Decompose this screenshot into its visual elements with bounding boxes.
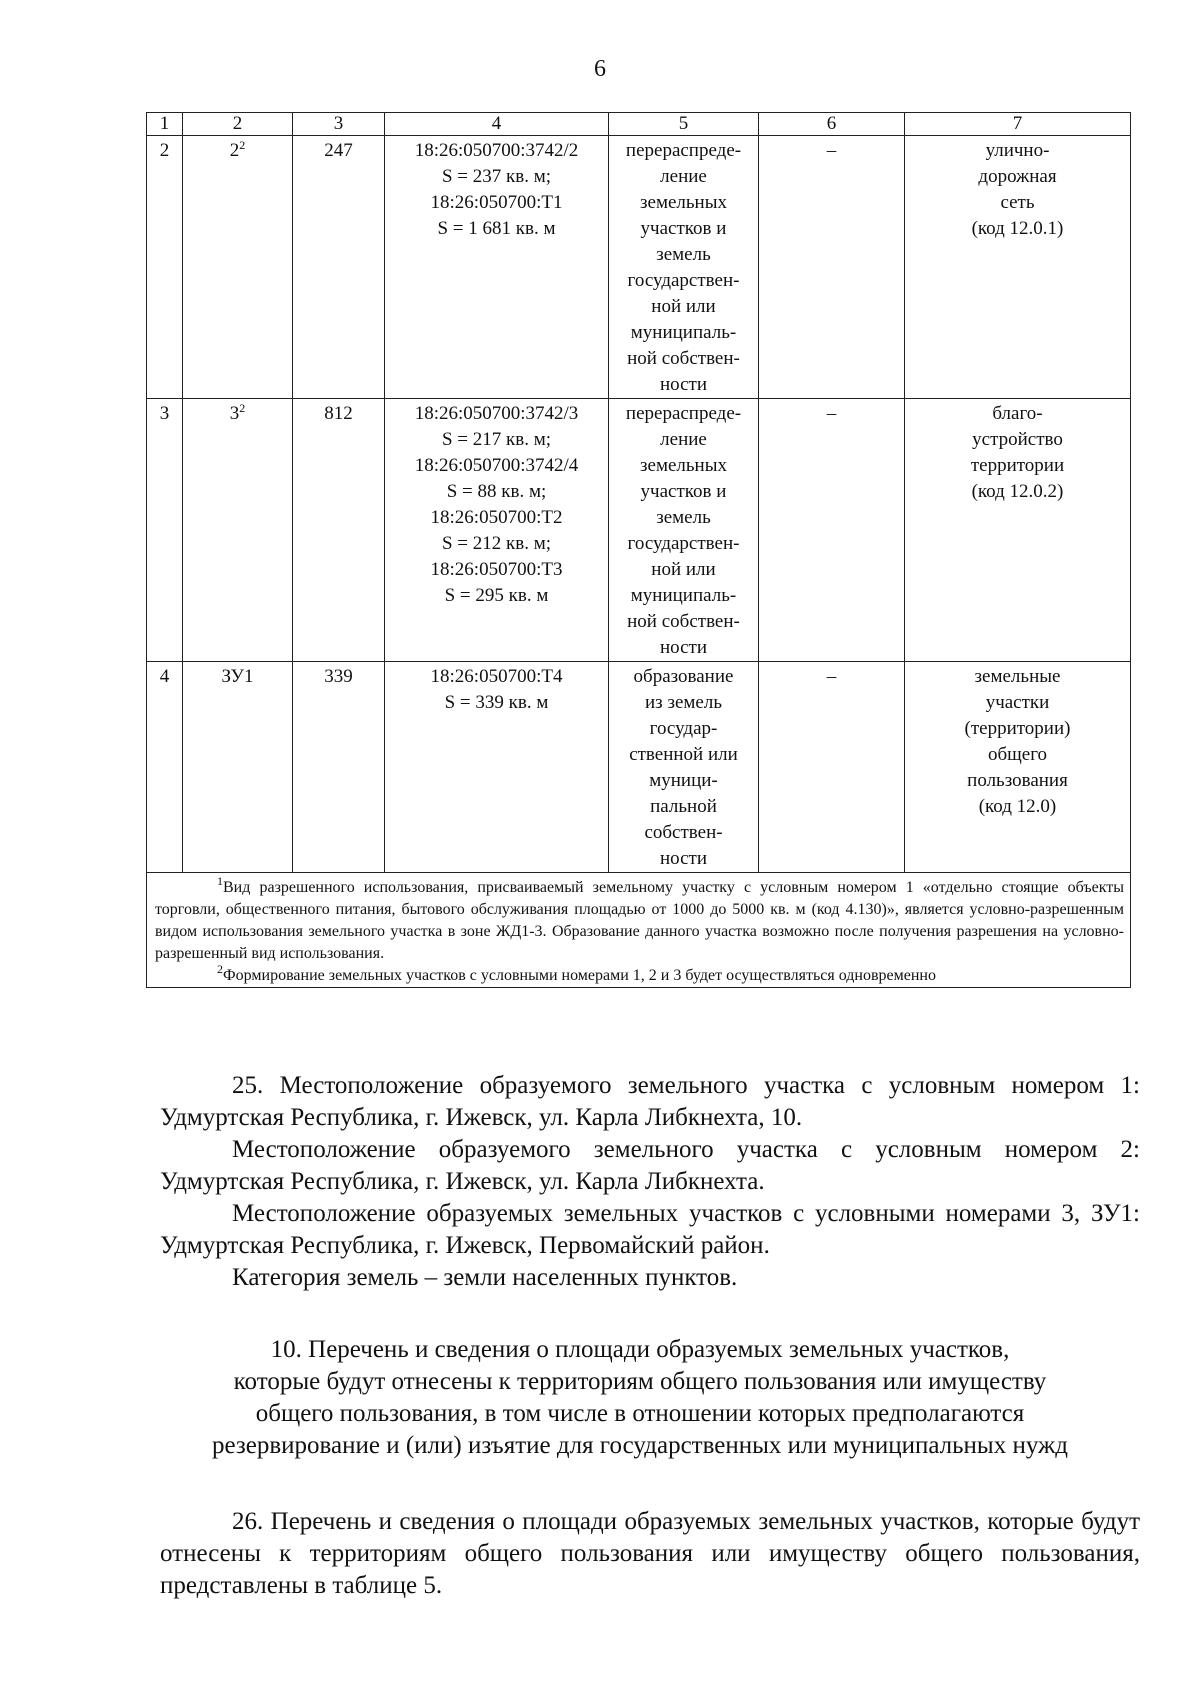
footnote-ref: 2 bbox=[239, 401, 246, 415]
formation-method-cell: перераспреде- ление земельных участков и земель государствен- ной или муниципаль- ной собствен- ности bbox=[609, 399, 759, 662]
table-header-row bbox=[147, 113, 1131, 136]
source-plot-cell: 18:26:050700:3742/2 S = 237 кв. м; 18:26:050700:Т1 S = 1 681 кв. м bbox=[385, 136, 609, 399]
col6-cell: – bbox=[759, 136, 905, 399]
source-plot-cell: 18:26:050700:Т4 S = 339 кв. м bbox=[385, 662, 609, 873]
footnote: $^2$Формирование земельных участков с условными номерами 1, 2 и 3 будет осуществляться одновременно bbox=[217, 962, 936, 984]
heading-line: общего пользования, в том числе в отношении которых предполагаются bbox=[255, 1400, 1025, 1427]
conditional-number-cell: ЗУ1 bbox=[183, 662, 293, 873]
heading-line: 10. Перечень и сведения о площади образуемых земельных участков, bbox=[270, 1336, 1010, 1363]
section-26 bbox=[160, 1506, 1140, 1602]
paragraph: Местоположение образуемого земельного участка с условным номером 2: Удмуртская Республика, г. Ижевск, ул. Карла Либкнехта. bbox=[160, 1136, 1140, 1195]
area-cell: 812 bbox=[293, 399, 385, 662]
row-number-cell: 2 bbox=[147, 136, 183, 399]
conditional-number-cell: $2^2$ bbox=[183, 136, 293, 399]
land-plots-table bbox=[146, 112, 1131, 988]
table-row bbox=[147, 662, 1131, 873]
header-cell: 3 bbox=[293, 113, 385, 136]
header-cell: 4 bbox=[385, 113, 609, 136]
header-cell: 2 bbox=[183, 113, 293, 136]
footnote: $^1$Вид разрешенного использования, присваиваемый земельному участку с условным номером 1 «отдельно стоящие объекты торговли, общественного питания, бытового обслуживания площадью от 1000 до 5000 кв. м (код 4.130)», является условно-разрешенным видом использования земельного участка в зоне ЖД1-3. Образование данного участка возможно после получения разрешения на условно-разрешенный вид использования. bbox=[155, 874, 1124, 962]
paragraph: 26. Перечень и сведения о площади образуемых земельных участков, которые будут отнесены к территориям общего пользования или имуществу общего пользования, представлены в таблице 5. bbox=[160, 1508, 1140, 1599]
formation-method-cell: образование из земель государ- ственной или муници- пальной собствен- ности bbox=[609, 662, 759, 873]
header-cell: 1 bbox=[147, 113, 183, 136]
area-cell: 247 bbox=[293, 136, 385, 399]
area-cell: 339 bbox=[293, 662, 385, 873]
paragraph: Категория земель – земли населенных пунктов. bbox=[232, 1264, 738, 1291]
footnote-ref: 2 bbox=[239, 138, 246, 152]
header-cell: 7 bbox=[905, 113, 1131, 136]
row-number-cell: 4 bbox=[147, 662, 183, 873]
header-cell: 6 bbox=[759, 113, 905, 136]
permitted-use-cell: благо- устройство территории (код 12.0.2) bbox=[905, 399, 1131, 662]
heading-line: которые будут отнесены к территориям общего пользования или имуществу bbox=[233, 1368, 1047, 1395]
section-10-heading bbox=[140, 1334, 1140, 1462]
conditional-number-cell: $3^2$ bbox=[183, 399, 293, 662]
page-number: 6 bbox=[594, 56, 606, 82]
paragraph: 25. Местоположение образуемого земельного участка с условным номером 1: Удмуртская Республика, г. Ижевск, ул. Карла Либкнехта, 10. bbox=[160, 1072, 1140, 1131]
col6-cell: – bbox=[759, 399, 905, 662]
heading-line: резервирование и (или) изъятие для государственных или муниципальных нужд bbox=[211, 1432, 1069, 1459]
table-row bbox=[147, 399, 1131, 662]
table-row bbox=[147, 136, 1131, 399]
section-25 bbox=[160, 1070, 1140, 1294]
row-number-cell: 3 bbox=[147, 399, 183, 662]
footnotes-cell bbox=[147, 873, 1131, 988]
col6-cell: – bbox=[759, 662, 905, 873]
paragraph: Местоположение образуемых земельных участков с условными номерами 3, ЗУ1: Удмуртская Республика, г. Ижевск, Первомайский район. bbox=[160, 1200, 1140, 1259]
footnotes-row bbox=[147, 873, 1131, 988]
permitted-use-cell: земельные участки (территории) общего пользования (код 12.0) bbox=[905, 662, 1131, 873]
permitted-use-cell: улично- дорожная сеть (код 12.0.1) bbox=[905, 136, 1131, 399]
formation-method-cell: перераспреде- ление земельных участков и земель государствен- ной или муниципаль- ной собствен- ности bbox=[609, 136, 759, 399]
header-cell: 5 bbox=[609, 113, 759, 136]
source-plot-cell: 18:26:050700:3742/3 S = 217 кв. м; 18:26:050700:3742/4 S = 88 кв. м; 18:26:050700:Т2 S = 212 кв. м; 18:26:050700:Т3 S = 295 кв. м bbox=[385, 399, 609, 662]
